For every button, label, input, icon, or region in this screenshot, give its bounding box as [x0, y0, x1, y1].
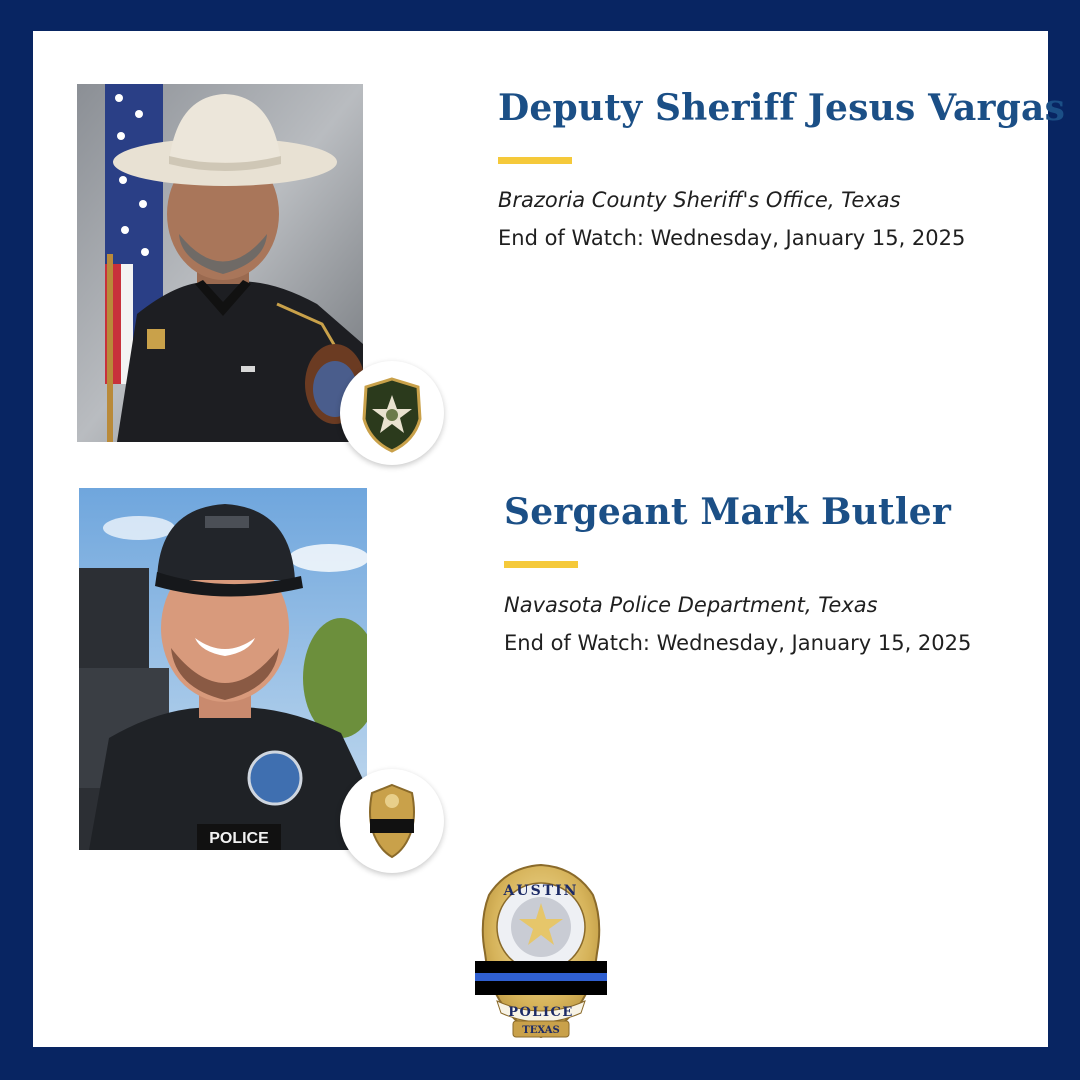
- police-shield-badge-icon: [340, 769, 444, 873]
- emblem-top-text: AUSTIN: [503, 883, 579, 899]
- officer-name: Deputy Sheriff Jesus Vargas: [498, 87, 1066, 129]
- emblem-middle-text: POLICE: [508, 1005, 574, 1020]
- end-of-watch: End of Watch: Wednesday, January 15, 2025: [498, 226, 966, 250]
- officer-photo-butler: [79, 488, 367, 850]
- officer-photo-vargas: [77, 84, 363, 442]
- accent-rule: [504, 561, 578, 568]
- officer-agency: Navasota Police Department, Texas: [504, 593, 878, 617]
- austin-police-mourning-badge: [475, 861, 607, 1041]
- memorial-card: [33, 31, 1066, 1047]
- accent-rule: [498, 157, 572, 164]
- svg-text:POLICE: POLICE: [209, 830, 269, 847]
- sheriff-star-patch-icon: [340, 361, 444, 465]
- officer-name: Sergeant Mark Butler: [504, 491, 952, 533]
- end-of-watch: End of Watch: Wednesday, January 15, 2025: [504, 631, 972, 655]
- emblem-bottom-text: TEXAS: [522, 1025, 560, 1036]
- officer-agency: Brazoria County Sheriff's Office, Texas: [498, 188, 901, 212]
